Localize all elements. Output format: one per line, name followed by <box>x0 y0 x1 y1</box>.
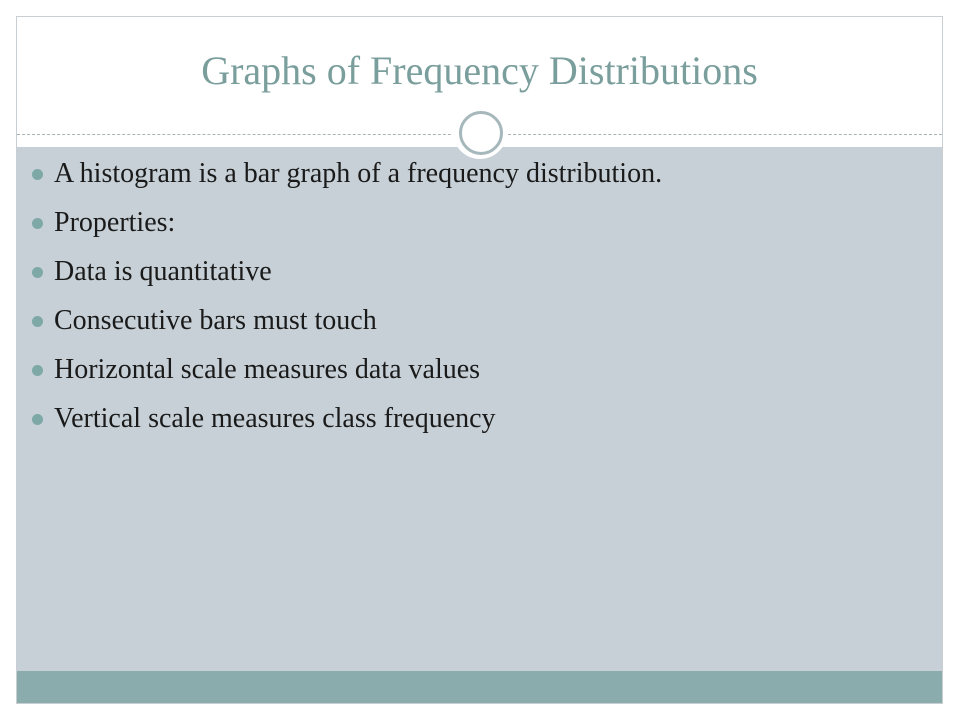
list-item <box>30 255 910 289</box>
bullet-dot-icon <box>32 365 43 376</box>
list-item <box>30 353 910 387</box>
bullet-text: Horizontal scale measures data values <box>54 354 481 385</box>
bullet-dot-icon <box>32 267 43 278</box>
bullet-text: Properties: <box>54 207 176 238</box>
footer-band <box>17 671 942 704</box>
slide-title: Graphs of Frequency Distributions <box>201 48 758 93</box>
bullet-text: Data is quantitative <box>54 256 272 287</box>
bullet-dot-icon <box>32 169 43 180</box>
list-item <box>30 402 910 436</box>
bullet-list <box>30 157 910 451</box>
bullet-dot-icon <box>32 218 43 229</box>
list-item <box>30 304 910 338</box>
circle-ring-icon <box>453 105 507 159</box>
list-item <box>30 157 910 191</box>
circle-ring-inner <box>459 111 503 155</box>
bullet-text: A histogram is a bar graph of a frequency distribution. <box>54 158 663 189</box>
bullet-text: Consecutive bars must touch <box>54 305 377 336</box>
list-item <box>30 206 910 240</box>
bullet-dot-icon <box>32 414 43 425</box>
bullet-text: Vertical scale measures class frequency <box>54 403 496 434</box>
bullet-dot-icon <box>32 316 43 327</box>
